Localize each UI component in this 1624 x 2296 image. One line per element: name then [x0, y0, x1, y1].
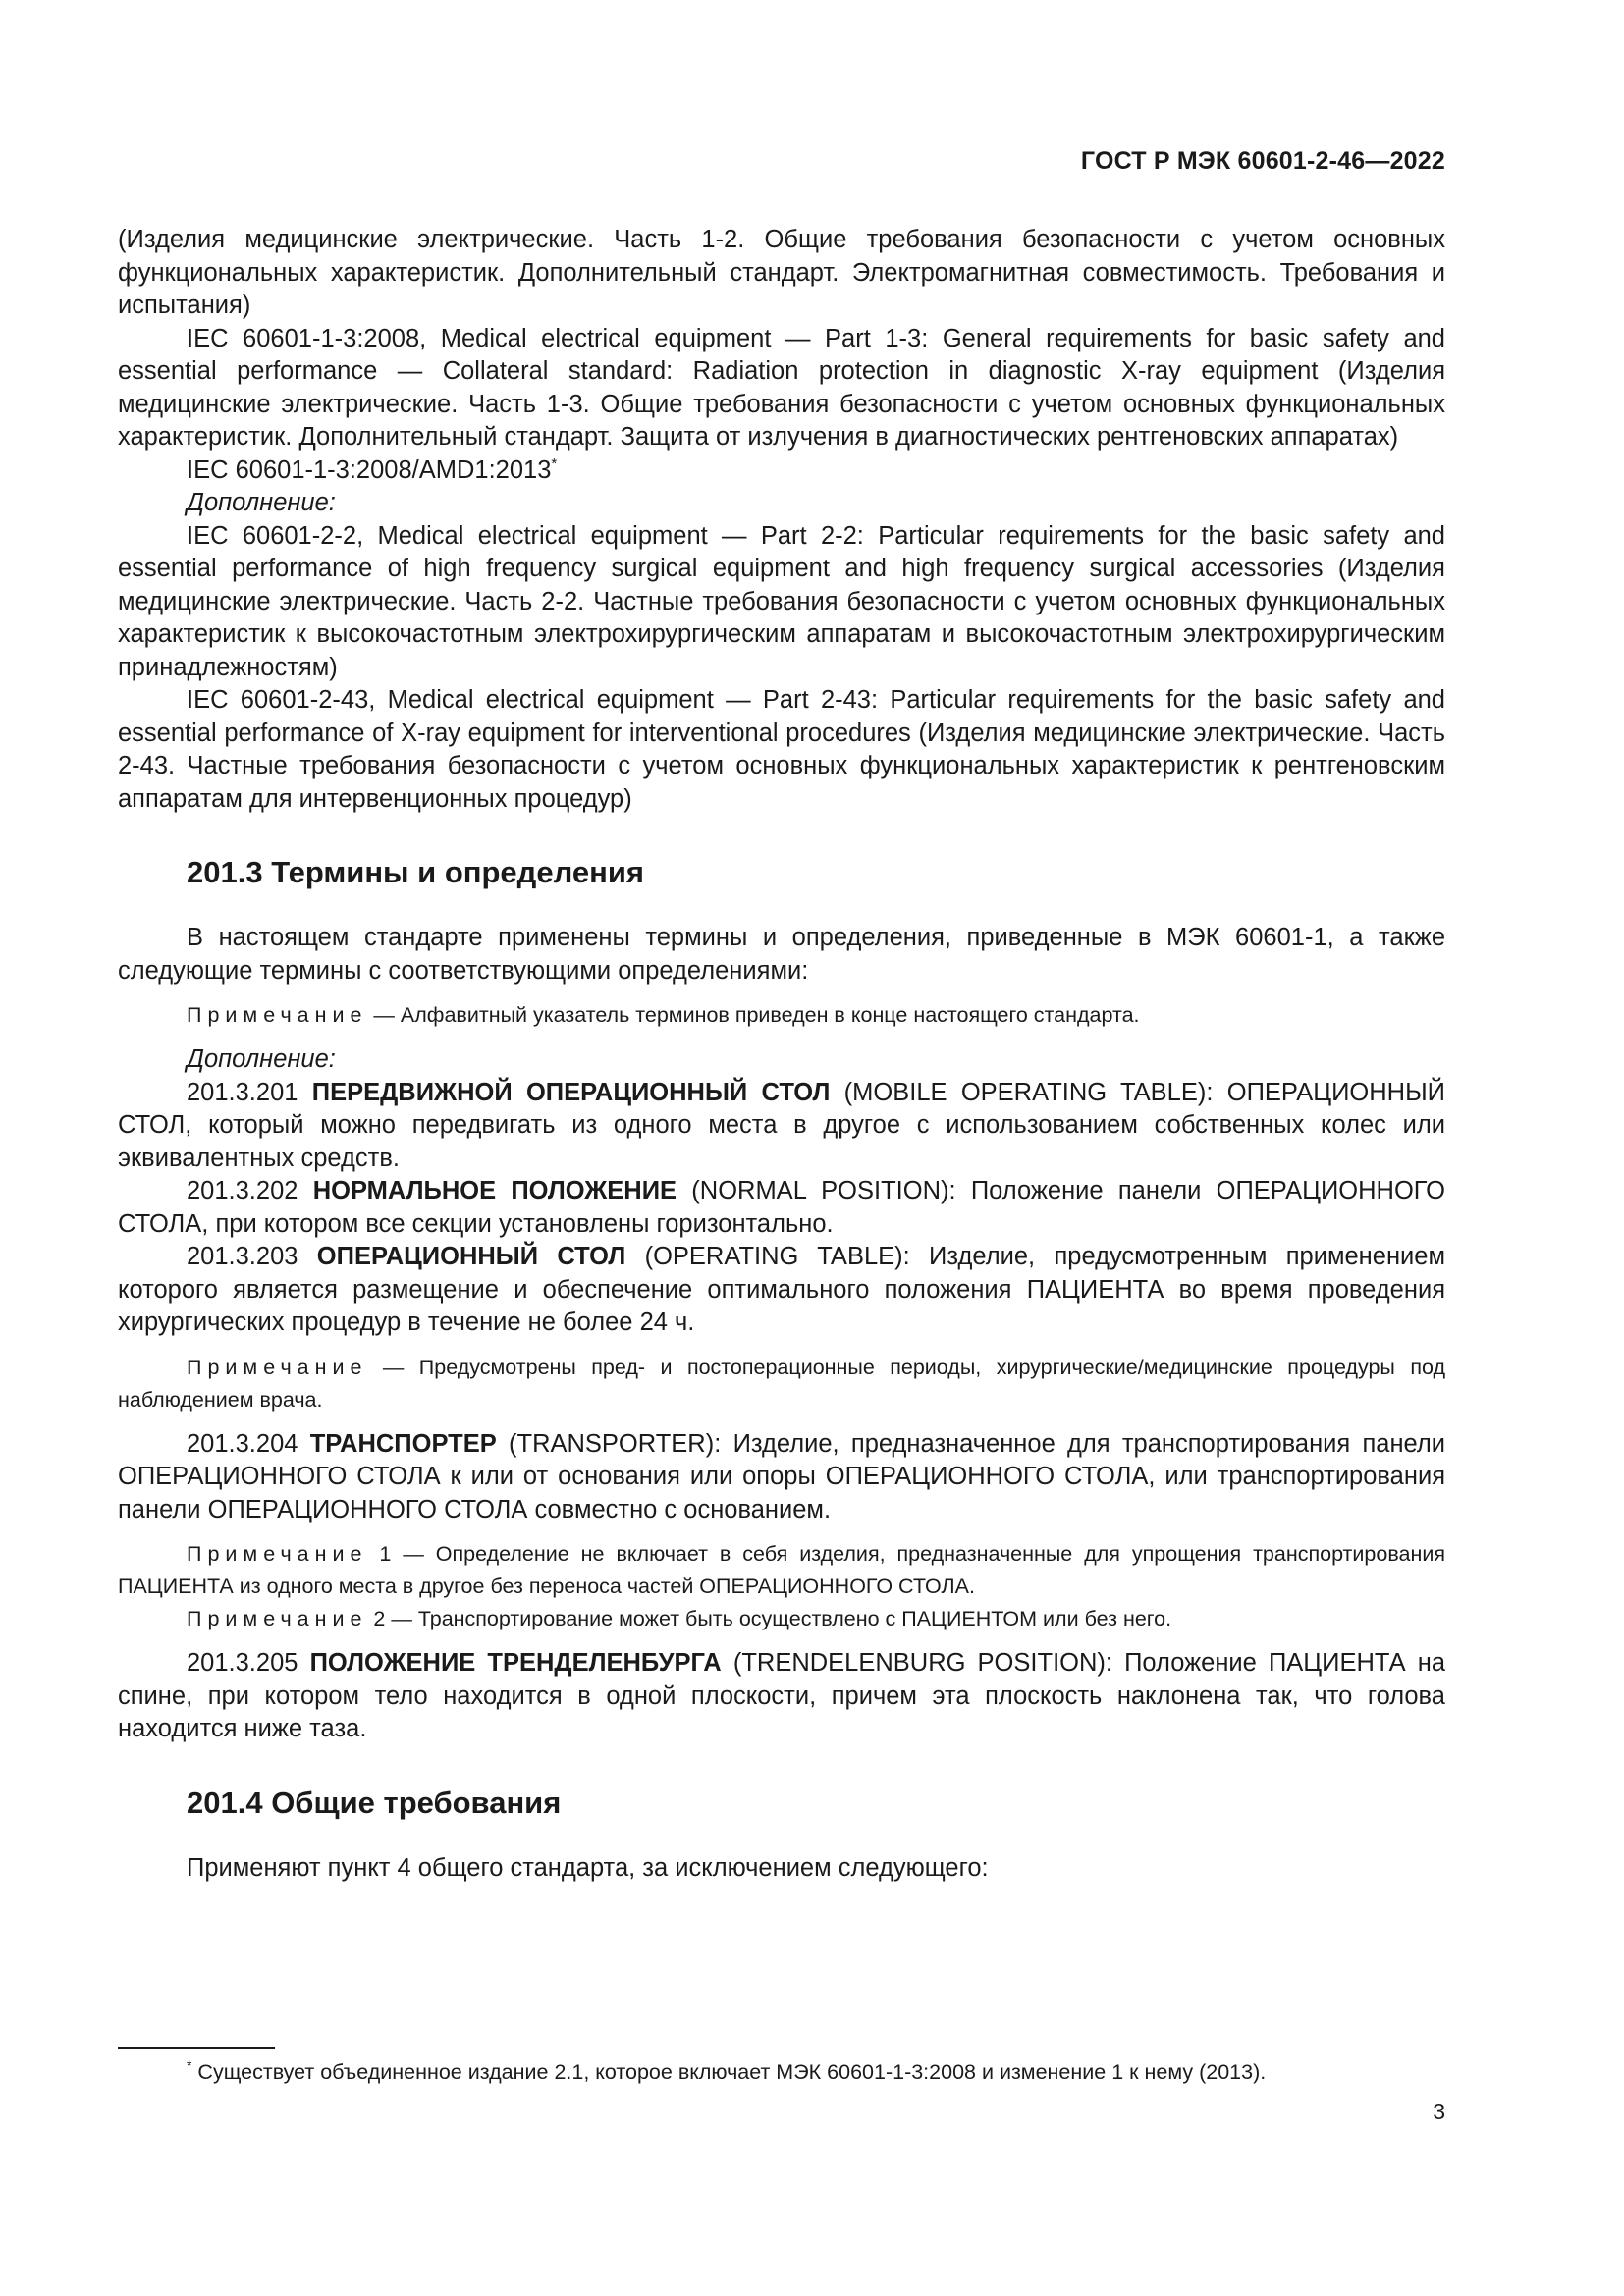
term-name: НОРМАЛЬНОЕ ПОЛОЖЕНИЕ: [312, 1177, 677, 1204]
reference-iec-60601-2-43: IEC 60601-2-43, Medical electrical equipment — Part 2-43: Particular requirements for the basic safety and essential performance of X-ray equipment for interventional procedures (Изделия медицинские электрические. Часть 2-43. Частные требования безопасности с учетом основных функциональных характеристик к рентгеновским аппаратам для интервенционных процедур): [118, 686, 1445, 813]
note-text: 1 — Определение не включает в себя изделия, предназначенные для упрощения транспортирования ПАЦИЕНТА из одного места в другое без переноса частей ОПЕРАЦИОННОГО СТОЛА.: [118, 1542, 1445, 1598]
page-number: 3: [1433, 2099, 1445, 2124]
term-201-3-204: [118, 1428, 1445, 1527]
section-201-3-note: [118, 999, 1445, 1032]
term-201-3-205: [118, 1647, 1445, 1746]
reference-iec-amd1-text: IEC 60601-1-3:2008/AMD1:2013: [187, 455, 552, 484]
running-header-standard-id: ГОСТ Р МЭК 60601-2-46—2022: [1080, 147, 1445, 175]
note-text: — Предусмотрены пред- и постоперационные периоды, хирургические/медицинские процедуры под наблюдением врача.: [118, 1355, 1445, 1412]
term-definition: (TRENDELENBURG POSITION): Положение ПАЦИЕНТА на спине, при котором тело находится в одной плоскости, причем эта плоскость наклонена так, что голова находится ниже таза.: [118, 1649, 1446, 1742]
reference-iec-amd1: [118, 454, 1445, 488]
footnote-text: Существует объединенное издание 2.1, которое включает МЭК 60601-1-3:2008 и изменение 1 к нему (2013).: [191, 2060, 1267, 2084]
footnote-marker: *: [187, 2057, 192, 2073]
term-number: 201.3.205: [187, 1649, 298, 1677]
term-name: ОПЕРАЦИОННЫЙ СТОЛ: [316, 1243, 626, 1270]
term-201-3-204-note-1: [118, 1538, 1445, 1603]
note-label: Примечание: [187, 1607, 368, 1630]
term-201-3-203-note: [118, 1352, 1445, 1416]
term-name: ТРАНСПОРТЕР: [309, 1429, 497, 1458]
term-number: 201.3.201: [187, 1078, 298, 1106]
reference-iec-60601-2-2: IEC 60601-2-2, Medical electrical equipment — Part 2-2: Particular requirements for the basic safety and essential performance of high frequency surgical equipment and high frequency surgical accessories (Изделия медицинские электрические. Часть 2-2. Частные требования безопасности с учетом основных функциональных характеристик к высокочастотным электрохирургическим аппаратам и высокочастотным электрохирургическим принадлежностям): [118, 521, 1445, 681]
term-number: 201.3.203: [187, 1243, 298, 1270]
document-page: [118, 0, 1445, 2296]
note-label: Примечание: [187, 1542, 368, 1566]
term-definition: (OPERATING TABLE): Изделие, предусмотренным применением которого является размещение и обеспечение оптимального положения ПАЦИЕНТА во время проведения хирургических процедур в течение не более 24 ч.: [118, 1243, 1445, 1336]
reference-iec-60601-1-3: IEC 60601-1-3:2008, Medical electrical equipment — Part 1-3: General requirements for basic safety and essential performance — Collateral standard: Radiation protection in diagnostic X-ray equipment (Изделия медицинские электрические. Часть 1-3. Общие требования безопасности с учетом основных функциональных характеристик. Дополнительный стандарт. Защита от излучения в диагностических рентгеновских аппаратах): [118, 324, 1445, 451]
footnote-divider: [118, 2047, 275, 2049]
term-201-3-203: [118, 1241, 1445, 1340]
term-number: 201.3.202: [187, 1177, 298, 1204]
term-201-3-201: [118, 1077, 1445, 1176]
note-text: — Алфавитный указатель терминов приведен в конце настоящего стандарта.: [367, 1003, 1140, 1027]
term-definition: (NORMAL POSITION): Положение панели ОПЕРАЦИОННОГО СТОЛА, при котором все секции установлены горизонтально.: [118, 1177, 1445, 1238]
term-number: 201.3.204: [187, 1429, 298, 1458]
section-title-201-4: 201.4 Общие требования: [187, 1785, 562, 1820]
term-definition: (MOBILE OPERATING TABLE): ОПЕРАЦИОННЫЙ СТОЛ, который можно передвигать из одного места в другое с использованием собственных колес или эквивалентных средств.: [118, 1078, 1445, 1172]
footnote: [187, 2057, 1445, 2087]
references-addition-label: Дополнение:: [187, 489, 336, 516]
term-name: ПОЛОЖЕНИЕ ТРЕНДЕЛЕНБУРГА: [309, 1649, 722, 1677]
section-201-4-intro: Применяют пункт 4 общего стандарта, за исключением следующего:: [187, 1853, 989, 1882]
terms-addition-label: Дополнение:: [187, 1045, 336, 1073]
note-text: 2 — Транспортирование может быть осуществлено с ПАЦИЕНТОМ или без него.: [367, 1607, 1172, 1630]
footnote-marker: *: [551, 454, 558, 472]
term-definition: (TRANSPORTER): Изделие, предназначенное для транспортирования панели ОПЕРАЦИОННОГО СТОЛА к или от основания или опоры ОПЕРАЦИОННОГО СТОЛА, или транспортирования панели ОПЕРАЦИОННОГО СТОЛА совместно с основанием.: [118, 1429, 1445, 1523]
section-title-201-3: 201.3 Термины и определения: [187, 855, 644, 889]
term-201-3-202: [118, 1175, 1445, 1241]
reference-continuation: (Изделия медицинские электрические. Часть 1-2. Общие требования безопасности с учетом основных функциональных характеристик. Дополнительный стандарт. Электромагнитная совместимость. Требования и испытания): [118, 226, 1445, 319]
term-name: ПЕРЕДВИЖНОЙ ОПЕРАЦИОННЫЙ СТОЛ: [311, 1078, 831, 1106]
section-201-3-intro: В настоящем стандарте применены термины и определения, приведенные в МЭК 60601-1, а также следующие термины с соответствующими определениями:: [118, 924, 1445, 985]
note-label: Примечание: [187, 1355, 368, 1379]
main-content: [118, 224, 1445, 1885]
term-201-3-204-note-2: [118, 1603, 1445, 1635]
note-label: Примечание: [187, 1003, 368, 1027]
